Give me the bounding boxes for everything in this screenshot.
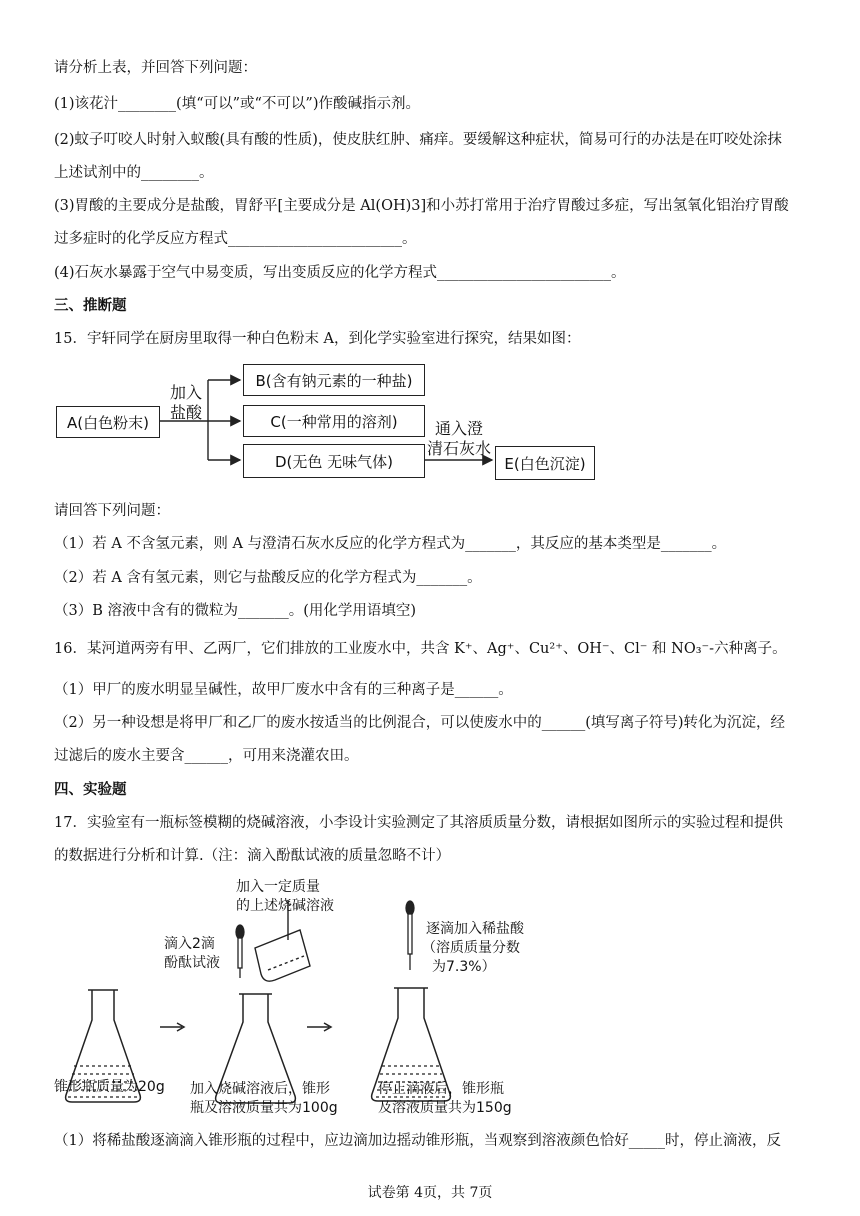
box-b: B(含有钠元素的一种盐) (243, 364, 425, 396)
section-heading-4: 四、实验题 (54, 781, 127, 798)
section-heading-3: 三、推断题 (54, 297, 127, 314)
question-16-1: （1）甲厂的废水明显呈碱性，故甲厂废水中含有的三种离子是______。 (54, 682, 513, 698)
arrow-1-icon (160, 1023, 184, 1031)
question-16: 16．某河道两旁有甲、乙两厂，它们排放的工业废水中，共含 K⁺、Ag⁺、Cu²⁺、OH⁻、Cl⁻ 和 NO₃⁻-六种离子。 (54, 641, 787, 657)
box-d: D(无色 无味气体) (243, 444, 425, 478)
question-15: 15．宇轩同学在厨房里取得一种白色粉末 A，到化学实验室进行探究，结果如图： (54, 331, 581, 347)
text-line-10: 请回答下列问题： (54, 503, 170, 519)
box-c: C(一种常用的溶剂) (243, 405, 425, 437)
question-17-1: （1）将稀盐酸逐滴滴入锥形瓶的过程中，应边滴加边摇动锥形瓶，当观察到溶液颜色恰好_____时，停止滴液，反 (54, 1133, 781, 1149)
question-14-3a: (3)胃酸的主要成分是盐酸，胃舒平[主要成分是 Al(OH)3]和小苏打常用于治疗胃酸过多症，写出氢氧化铝治疗胃酸 (54, 198, 789, 214)
question-15-1: （1）若 A 不含氢元素，则 A 与澄清石灰水反应的化学方程式为_______，其反应的基本类型是_______。 (54, 536, 727, 552)
dropper-1-icon (236, 925, 244, 978)
box-a: A(白色粉末) (56, 406, 160, 438)
label-add-acid-2: 盐酸 (169, 403, 202, 422)
question-14-4: (4)石灰水暴露于空气中易变质，写出变质反应的化学方程式________________________。 (54, 265, 626, 281)
question-16-2b: 过滤后的废水主要含______，可用来浇灌农田。 (54, 748, 359, 764)
question-15-3: （3）B 溶液中含有的微粒为_______。(用化学用语填空) (54, 603, 417, 619)
label-add-naoh-2: 的上述烧碱溶液 (236, 898, 334, 914)
label-phenol-1: 滴入2滴 (164, 936, 215, 952)
label-hcl-3: 为7.3%） (432, 959, 496, 975)
page-footer: 试卷第 4页，共 7页 (367, 1185, 493, 1201)
question-14-1: (1)该花汁________(填“可以”或“不可以”)作酸碱指示剂。 (54, 96, 421, 112)
label-limewater-1: 通入澄 (434, 419, 483, 438)
box-e: E(白色沉淀) (495, 446, 595, 480)
question-17a: 17．实验室有一瓶标签模糊的烧碱溶液，小李设计实验测定了其溶质质量分数，请根据如图所示的实验过程和提供 (54, 815, 783, 831)
caption-after-naoh-2: 瓶及溶液质量共为100g (190, 1100, 338, 1116)
caption-after-stop-2: 及溶液质量共为150g (378, 1100, 512, 1116)
question-14-2b: 上述试剂中的________。 (54, 165, 214, 181)
question-14-2a: (2)蚊子叮咬人时射入蚁酸(具有酸的性质)，使皮肤红肿、痛痒。要缓解这种症状，简易可行的办法是在叮咬处涂抹 (54, 132, 782, 148)
arrow-2-icon (307, 1023, 331, 1031)
label-add-naoh-1: 加入一定质量 (236, 879, 320, 895)
text-line-1: 请分析上表，并回答下列问题： (54, 60, 257, 76)
question-14-3b: 过多症时的化学反应方程式________________________。 (54, 231, 417, 247)
label-limewater-2: 清石灰水 (426, 439, 491, 458)
question-16-2a: （2）另一种设想是将甲厂和乙厂的废水按适当的比例混合，可以使废水中的______(填写离子符号)转化为沉淀，经 (54, 715, 786, 731)
label-hcl-1: 逐滴加入稀盐酸 (426, 921, 524, 937)
label-add-acid-1: 加入 (169, 383, 202, 402)
label-phenol-2: 酚酞试液 (164, 955, 220, 971)
question-17b: 的数据进行分析和计算.（注：滴入酚酞试液的质量忽略不计） (54, 848, 451, 864)
label-hcl-2: （溶质质量分数 (422, 940, 520, 956)
dropper-2-icon (406, 901, 414, 970)
caption-flask-mass: 锥形瓶质量为20g (54, 1079, 165, 1095)
question-15-2: （2）若 A 含有氢元素，则它与盐酸反应的化学方程式为_______。 (54, 570, 482, 586)
caption-after-naoh-1: 加入烧碱溶液后，锥形 (190, 1081, 330, 1097)
caption-after-stop-1: 停止滴液后，锥形瓶 (378, 1081, 504, 1097)
